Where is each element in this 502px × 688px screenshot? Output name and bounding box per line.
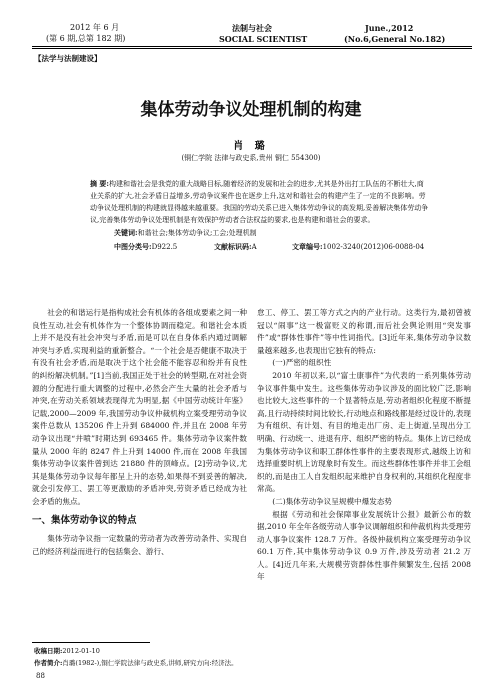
received-date [34,646,100,657]
article-title: 集体劳动争议处理机制的构建 [140,100,362,120]
abstract [90,178,430,226]
left-column [32,307,247,558]
classification-line [114,242,177,252]
received-value: 2012-01-10 [62,647,100,655]
header-rule [32,46,472,47]
subsection-heading: (二)集体劳动争议呈规模中爆发态势 [272,496,393,506]
journal-name-en: SOCIAL SCIENTIST [219,34,308,44]
body-paragraph: 2010 年初以来,以“富士康事件”为代表的一系列集体劳动争议事件集中发生。这些集体劳动争议涉及的面比较广泛,影响也比较大,这些事件的一个显著特点是,劳动者组织化程度不断提高,且行动持续时间比较长,行动地点和路线都是经过设计的,表现为有组织、有计划、有目的地走出厂房、走上街道,呈现出分工明确、行动统一、进退有序、组织严密的特点。集体上访已经成为集体劳动争议和职工群体性事件的主要表现形式,越级上访和选择重要时机上访现象时有发生。而这些群体性事件并非工会组织的,而是由工人自发组织起来维护自身权利的,其组织化程度非常高。 [257,370,471,494]
section-tag: 【法学与法制建设】 [34,54,102,63]
author-bio-label: 作者简介: [34,659,63,667]
keywords-label: 关键词: [114,228,138,237]
doc-code-label: 文献标识码: [214,242,252,251]
section-heading: 一、集体劳动争议的特点 [32,514,137,526]
header-rule-2 [32,48,472,49]
abstract-text: 构建和谐社会是我党的重大战略目标,随着经济的发展和社会的进步,尤其是外出打工队伍的不断壮大,商业关系的扩大,社会矛盾日益增多,劳动争议案件也在逐步上升,这对和谐社会的构建产生了一定的不良影响。劳动争议处理机制的构建就显得越来越重要。我国的劳动关系已进入集体劳动争议的高发期,妥善解决集体劳动争议,完善集体劳动争议处理机制是有效保护劳动者合法权益的要求,也是构建和谐社会的要求。 [90,180,429,224]
article-number [292,242,424,252]
keywords [114,228,257,238]
author-bio-text: 肖璐(1982-),铜仁学院法律与政史系,讲师,研究方向:经济法。 [62,659,238,667]
page-number: 88 [36,672,45,680]
author-name: 肖 璐 [233,141,269,152]
issue-date: 2012 年 6 月 [70,23,120,32]
body-paragraph: 社会的和谐运行是指构成社会有机体的各组成要素之间一种良性互动,社会有机体作为一个整体协调而稳定。和谐社会本质上并不是没有社会冲突与矛盾,而是可以在自身体系内通过调解冲突与矛盾,实现利益的重新整合。“一个社会是否健康不取决于有没有社会矛盾,而是取决于这个社会能不能容忍和纷并有良性的纠纷解决机制。”[1]当前,我国正处于社会的转型期,在对社会资源的分配进行重大调整的过程中,必然会产生大量的社会矛盾与冲突,在劳动关系领域表现得尤为明显,据《中国劳动统计年鉴》记载,2000—2009 年,我国劳动争议仲裁机构立案受理劳动争议案件总数从 135206 件上升到 684000 件,并且在 2008 年劳动争议出现“井喷”时期达到 693465 件。集体劳动争议案件数量从 2000 年的 8247 件上升到 14000 件,而在 2008 年我国集体劳动争议案件曾到达 21880 件的顶峰点。[2]劳动争议,尤其是集体劳动争议每年都呈上升的态势,如果得不到妥善的解决,就会引发停工、罢工等更激励的矛盾冲突,劳资矛盾已经成为社会矛盾的焦点。 [32,308,247,506]
abstract-label: 摘 要: [90,179,110,188]
clc-label: 中图分类号: [114,242,152,251]
received-label: 收稿日期: [34,647,63,655]
doc-code [214,242,257,252]
subsection-heading: (一)严密的组织性 [272,358,332,368]
journal-name-cn: 法制与社会 [232,23,272,33]
doc-code-value: A [251,243,257,251]
keywords-text: 和谐社会;集体劳动争议;工会;处理机制 [137,229,257,237]
issue-date-en: June.,2012 [365,23,414,33]
author-bio [34,658,238,669]
body-paragraph: 集体劳动争议指一定数量的劳动者为改善劳动条件、实现自己的经济利益而进行的包括集会、游行、 [32,534,247,556]
issue-number: (第 6 期,总第 182 期) [46,34,126,43]
article-number-label: 文章编号: [292,242,323,251]
article-number-value: 1002-3240(2012)06-0088-04 [322,243,425,251]
body-paragraph: 根据《劳动和社会保障事业发展统计公报》最新公布的数据,2010 年全年各级劳动人事争议调解组织和仲裁机构共受理劳动人事争议案件 128.7 万件。各级仲裁机构立案受理劳动争议 60.1 万件,其中集体劳动争议 0.9 万件,涉及劳动者 21.2 万人。[4]近几年来,大规模劳资群体性事件频繁发生,包括 2008 年 [257,509,471,582]
issue-number-en: (No.6,General No.182) [344,34,446,44]
clc-number: D922.5 [151,243,178,251]
footnote-rule [32,642,150,643]
author-affiliation: (铜仁学院 法律与政史系,贵州 铜仁 554300) [181,154,321,162]
body-paragraph: 怠工、停工、罢工等方式之内的产业行动。这类行为,最初曾被冠以“闹事”这一极富贬义的称谓,而后社会舆论则用“突发事件”或“群体性事件”等中性词指代。[3]近年来,集体劳动争议数量越来越多,也表现出它独有的特点: [257,308,471,355]
right-column [257,307,471,584]
